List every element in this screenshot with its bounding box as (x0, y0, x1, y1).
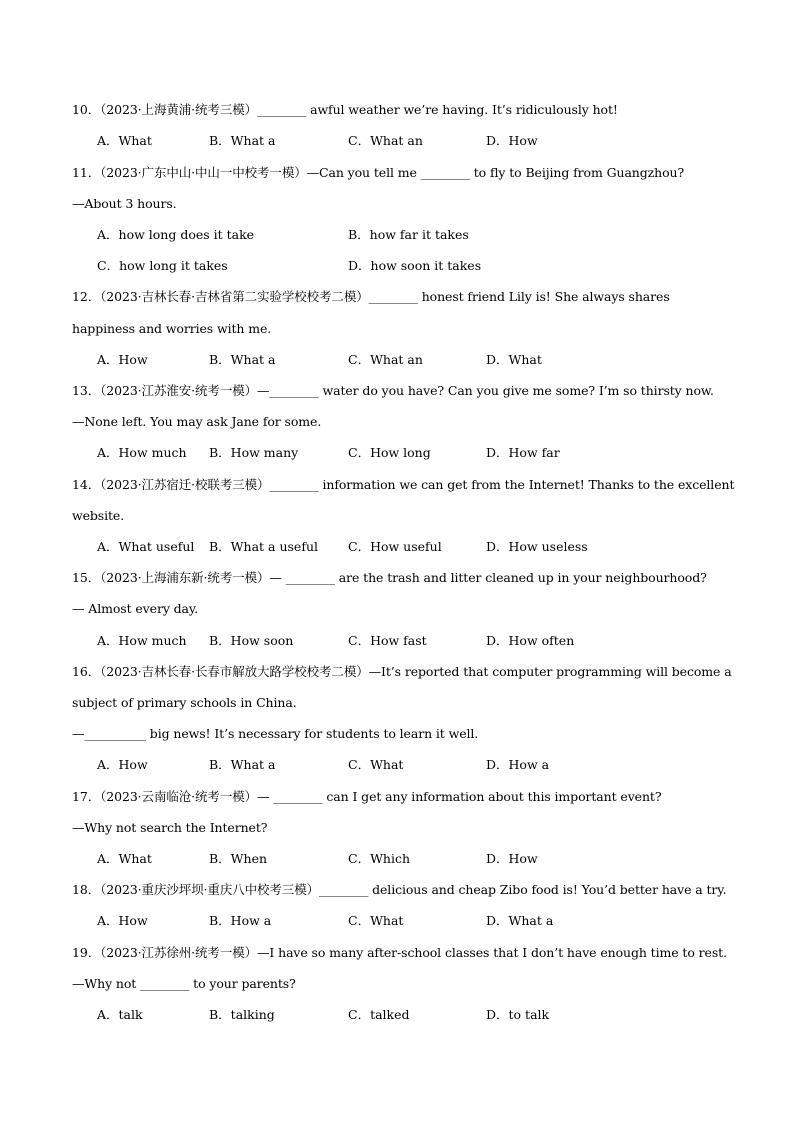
question-15-prefix: 15．（2023·上海浦东新·统考一模）— (72, 570, 286, 585)
question-16-option-d[interactable]: D．How a (486, 757, 550, 772)
question-11-stem (72, 164, 684, 182)
question-16-answer-line (72, 725, 478, 743)
question-16-blank: __________ (84, 726, 146, 741)
question-11-option-d[interactable]: D．how soon it takes (348, 258, 482, 273)
question-14-blank: ________ (269, 477, 319, 492)
question-11-option-b[interactable]: B．how far it takes (348, 227, 469, 242)
question-19-prefix: 19．（2023·江苏徐州·统考一模）—I have so many after-school classes that I don’t have enough time to rest. (72, 945, 727, 960)
question-17-option-d[interactable]: D．How (486, 851, 538, 866)
question-17-answer-line: —Why not search the Internet? (72, 820, 268, 835)
question-19-blank: ________ (140, 976, 190, 991)
question-17-option-c[interactable]: C．Which (348, 851, 411, 866)
question-12-prefix: 12．（2023·吉林长春·吉林省第二实验学校校考二模） (72, 289, 369, 304)
question-13-stem (72, 382, 714, 400)
question-11-blank: ________ (420, 165, 470, 180)
question-13-text: water do you have? Can you give me some? I’m so thirsty now. (318, 383, 714, 398)
question-17-prefix: 17．（2023·云南临沧·统考一模）— (72, 789, 274, 804)
question-10-option-b[interactable]: B．What a (209, 133, 276, 148)
question-13-option-a[interactable]: A．How much (97, 445, 187, 460)
question-12-text: honest friend Lily is! She always shares (417, 289, 670, 304)
question-19-option-a[interactable]: A．talk (97, 1007, 143, 1022)
question-18-option-b[interactable]: B．How a (209, 913, 272, 928)
question-10-stem (72, 101, 618, 119)
question-14-text: information we can get from the Internet! Thanks to the excellent (318, 477, 735, 492)
question-17-stem (72, 788, 661, 806)
question-18-blank: ________ (319, 882, 369, 897)
question-16-continuation: subject of primary schools in China. (72, 695, 297, 710)
question-14-option-a[interactable]: A．What useful (97, 539, 195, 554)
question-11-answer-line: —About 3 hours. (72, 196, 177, 211)
question-16-option-b[interactable]: B．What a (209, 757, 276, 772)
question-15-answer-line: — Almost every day. (72, 601, 199, 616)
question-13-blank: ________ (269, 383, 319, 398)
question-18-option-a[interactable]: A．How (97, 913, 148, 928)
question-10-prefix: 10．（2023·上海黄浦·统考三模） (72, 102, 258, 117)
question-16-dash: — (72, 726, 85, 741)
question-15-option-c[interactable]: C．How fast (348, 633, 427, 648)
question-10-option-d[interactable]: D．How (486, 133, 538, 148)
question-17-option-a[interactable]: A．What (97, 851, 152, 866)
question-15-text: are the trash and litter cleaned up in your neighbourhood? (334, 570, 707, 585)
question-12-option-d[interactable]: D．What (486, 352, 542, 367)
question-11-prefix: 11．（2023·广东中山·中山一中校考一模）—Can you tell me (72, 165, 421, 180)
question-10-text: awful weather we’re having. It’s ridiculously hot! (306, 102, 618, 117)
question-10-blank: ________ (257, 102, 307, 117)
question-11-text: to fly to Beijing from Guangzhou? (469, 165, 685, 180)
question-10-option-a[interactable]: A．What (97, 133, 152, 148)
question-19-stem (72, 944, 727, 962)
question-19-option-b[interactable]: B．talking (209, 1007, 275, 1022)
question-16-option-a[interactable]: A．How (97, 757, 148, 772)
question-19-text-end: to your parents? (189, 976, 296, 991)
question-15-stem (72, 569, 707, 587)
question-18-option-c[interactable]: C．What (348, 913, 404, 928)
question-13-option-d[interactable]: D．How far (486, 445, 560, 460)
question-11-option-c[interactable]: C．how long it takes (97, 258, 228, 273)
question-14-stem (72, 476, 734, 494)
question-13-option-c[interactable]: C．How long (348, 445, 431, 460)
question-16-stem (72, 663, 732, 681)
question-13-prefix: 13．（2023·江苏淮安·统考一模）— (72, 383, 270, 398)
question-14-option-b[interactable]: B．What a useful (209, 539, 318, 554)
question-16-text: big news! It’s necessary for students to learn it well. (145, 726, 479, 741)
question-15-blank: ________ (285, 570, 335, 585)
question-10-option-c[interactable]: C．What an (348, 133, 423, 148)
question-17-option-b[interactable]: B．When (209, 851, 268, 866)
question-12-option-c[interactable]: C．What an (348, 352, 423, 367)
question-14-option-c[interactable]: C．How useful (348, 539, 442, 554)
question-18-stem (72, 881, 726, 899)
question-14-continuation: website. (72, 508, 125, 523)
question-18-option-d[interactable]: D．What a (486, 913, 554, 928)
question-16-option-c[interactable]: C．What (348, 757, 404, 772)
question-18-text: delicious and cheap Zibo food is! You’d better have a try. (368, 882, 727, 897)
question-14-prefix: 14．（2023·江苏宿迁·校联考三模） (72, 477, 270, 492)
question-12-continuation: happiness and worries with me. (72, 321, 272, 336)
question-15-option-b[interactable]: B．How soon (209, 633, 294, 648)
question-13-answer-line: —None left. You may ask Jane for some. (72, 414, 322, 429)
question-12-option-a[interactable]: A．How (97, 352, 148, 367)
question-15-option-a[interactable]: A．How much (97, 633, 187, 648)
question-17-text: can I get any information about this important event? (322, 789, 662, 804)
question-12-stem (72, 288, 670, 306)
question-18-prefix: 18．（2023·重庆沙坪坝·重庆八中校考三模） (72, 882, 320, 897)
question-19-option-c[interactable]: C．talked (348, 1007, 410, 1022)
question-15-option-d[interactable]: D．How often (486, 633, 575, 648)
question-19-option-d[interactable]: D．to talk (486, 1007, 550, 1022)
question-13-option-b[interactable]: B．How many (209, 445, 299, 460)
question-17-blank: ________ (273, 789, 323, 804)
question-19-text-start: —Why not (72, 976, 141, 991)
question-16-prefix: 16．（2023·吉林长春·长春市解放大路学校校考二模）—It’s reported that computer programming will become a (72, 664, 732, 679)
question-11-option-a[interactable]: A．how long does it take (97, 227, 255, 242)
question-19-answer-line (72, 975, 296, 993)
question-14-option-d[interactable]: D．How useless (486, 539, 588, 554)
question-12-blank: ________ (368, 289, 418, 304)
question-12-option-b[interactable]: B．What a (209, 352, 276, 367)
